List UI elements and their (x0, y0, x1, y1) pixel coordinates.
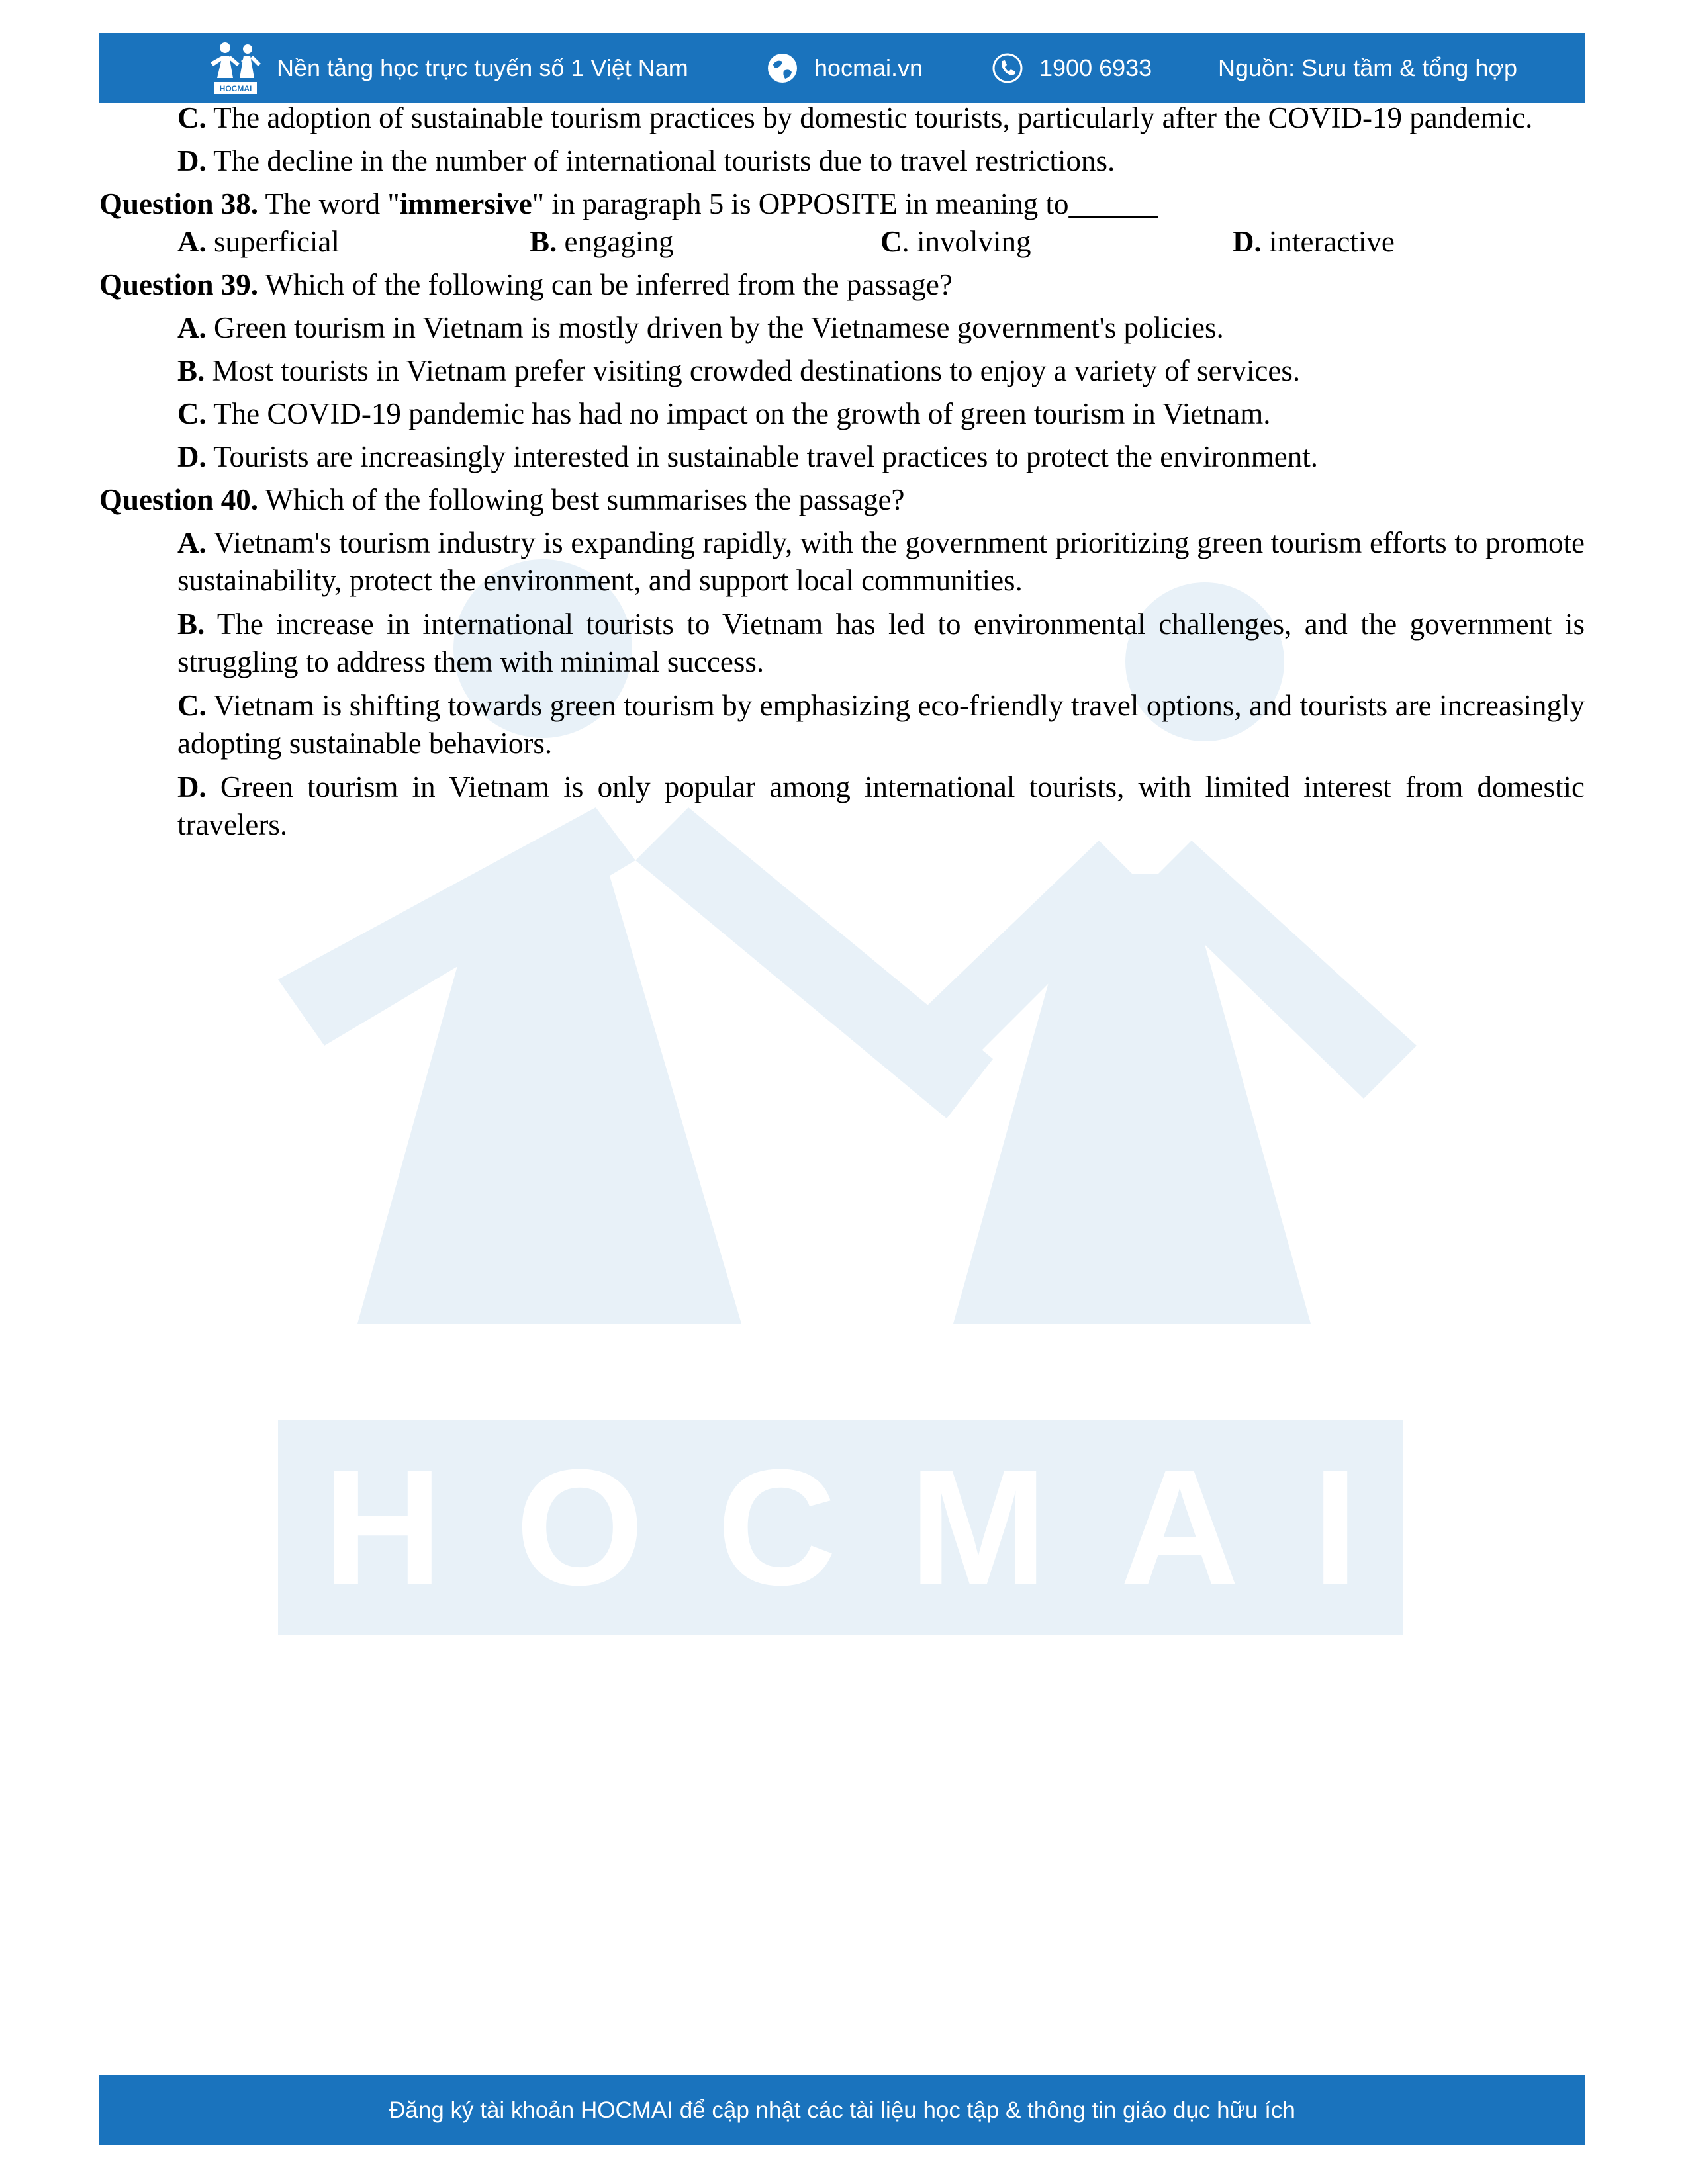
document-content (99, 99, 1585, 844)
option-text: The COVID-19 pandemic has had no impact on the growth of green tourism in Vietnam. (206, 397, 1271, 430)
q40-option-c (177, 687, 1585, 762)
q39-option-b (177, 352, 1585, 390)
option-letter: D. (1233, 225, 1262, 258)
q37-option-d (177, 142, 1585, 180)
option-letter: B. (177, 354, 205, 387)
header-website-text: hocmai.vn (814, 54, 923, 81)
option-letter: D. (177, 770, 207, 803)
question-label: Question 40. (99, 483, 259, 516)
option-text: Vietnam's tourism industry is expanding rapidly, with the government prioritizing green tourism efforts to promote sustainability, protect the environment, and support local communities. (177, 526, 1585, 597)
q39-option-c (177, 395, 1585, 433)
question-38 (99, 185, 1585, 223)
option-text: . involving (902, 225, 1031, 258)
question-text: The word " (258, 187, 400, 220)
option-text: The increase in international tourists to Vietnam has led to environmental challenges, and the government is struggling to address them with minimal success. (177, 608, 1585, 678)
header-website[interactable] (767, 33, 923, 103)
q40-option-b (177, 606, 1585, 681)
option-text: engaging (557, 225, 674, 258)
option-text: Tourists are increasingly interested in sustainable travel practices to protect the environment. (206, 440, 1318, 473)
option-letter: D. (177, 440, 207, 473)
watermark-text: HOCMAI (323, 1435, 1431, 1619)
header-source: Nguồn: Sưu tầm & tổng hợp (1218, 54, 1517, 81)
option-letter: C. (177, 101, 207, 134)
q40-option-a (177, 524, 1585, 600)
q38-option-a (177, 223, 530, 261)
option-text: Vietnam is shifting towards green tourism by emphasizing eco-friendly travel options, and tourists are increasingly adopting sustainable behaviors. (177, 689, 1585, 760)
option-letter: C. (177, 397, 207, 430)
option-text: Most tourists in Vietnam prefer visiting crowded destinations to enjoy a variety of services. (205, 354, 1301, 387)
q39-option-d (177, 438, 1585, 476)
question-40 (99, 481, 1585, 519)
q39-option-a (177, 309, 1585, 347)
option-letter: B. (530, 225, 557, 258)
header-phone-text: 1900 6933 (1039, 54, 1152, 81)
option-letter: C (880, 225, 902, 258)
option-text: The adoption of sustainable tourism practices by domestic tourists, particularly after the COVID-19 pandemic. (206, 101, 1533, 134)
question-keyword: immersive (399, 187, 532, 220)
option-letter: D. (177, 144, 207, 177)
q38-options (177, 223, 1585, 261)
header-bar (99, 33, 1585, 103)
q38-option-d (1233, 223, 1395, 261)
question-text: " in paragraph 5 is OPPOSITE in meaning to______ (532, 187, 1158, 220)
option-letter: B. (177, 608, 205, 641)
option-letter: C. (177, 689, 207, 722)
phone-icon (992, 52, 1023, 84)
hocmai-logo (209, 40, 262, 97)
footer-text: Đăng ký tài khoản HOCMAI để cập nhật các tài liệu học tập & thông tin giáo dục hữu ích (389, 2097, 1295, 2123)
question-text: Which of the following can be inferred from the passage? (258, 268, 953, 301)
option-text: superficial (206, 225, 340, 258)
option-letter: A. (177, 225, 207, 258)
globe-icon (767, 52, 798, 84)
q38-option-c (880, 223, 1233, 261)
option-text: interactive (1261, 225, 1395, 258)
question-label: Question 38. (99, 187, 259, 220)
option-text: Green tourism in Vietnam is mostly driven by the Vietnamese government's policies. (206, 311, 1224, 344)
footer-bar[interactable] (99, 2075, 1585, 2145)
question-39 (99, 266, 1585, 304)
option-letter: A. (177, 526, 207, 559)
question-text: Which of the following best summarises the passage? (258, 483, 905, 516)
logo-text: HOCMAI (219, 84, 252, 93)
question-label: Question 39. (99, 268, 259, 301)
q37-option-c (177, 99, 1585, 137)
option-text: Green tourism in Vietnam is only popular among international tourists, with limited interest from domestic travelers. (177, 770, 1585, 841)
header-phone[interactable] (992, 33, 1152, 103)
q40-option-d (177, 768, 1585, 844)
q38-option-b (530, 223, 880, 261)
option-text: The decline in the number of international tourists due to travel restrictions. (206, 144, 1115, 177)
option-letter: A. (177, 311, 207, 344)
header-slogan: Nền tảng học trực tuyến số 1 Việt Nam (277, 54, 688, 81)
